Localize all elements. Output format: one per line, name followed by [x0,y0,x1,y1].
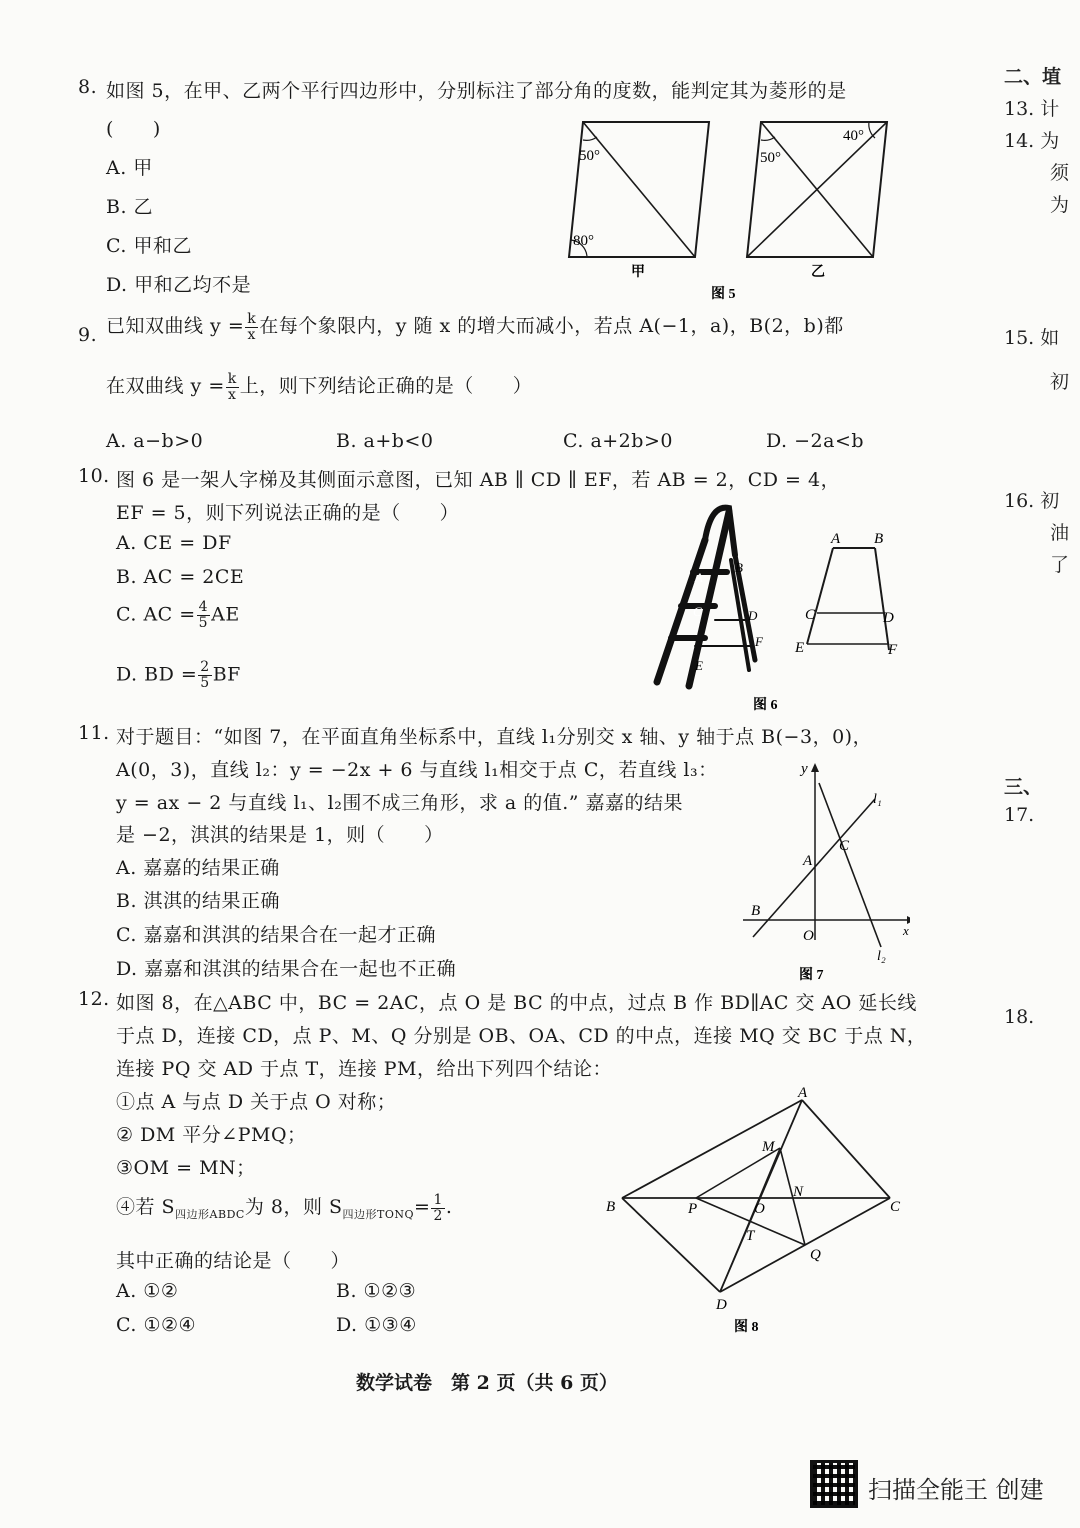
q12-option-b: B. ①②③ [336,1280,417,1302]
ladder-label-a: A [695,570,703,585]
q12-option-a: A. ①② [116,1280,179,1302]
q10-fraction-2-5: $\frac{2}{5}$ [200,659,210,691]
label-q: Q [810,1247,821,1263]
ladder-illustration [657,508,755,686]
scanner-watermark: 扫描全能王 创建 [868,1476,1044,1504]
q12-number: 12. [78,988,110,1010]
q11-line-3: y = ax − 2 与直线 l₁、l₂围不成三角形，求 a 的值.” 嘉嘉的结果 [116,792,684,814]
q8-option-d: D. 甲和乙均不是 [106,274,252,296]
figure-5-caption: 图 5 [711,287,736,302]
angle-yi-left: 50° [760,150,781,166]
side-text-14b: 须 [1050,162,1070,184]
label-b: B [874,531,884,547]
leg-left [807,548,833,644]
q9-option-a: A. a−b>0 [106,430,204,452]
side-text-section-3: 三、 [1004,776,1043,798]
q12-option-c: C. ①②④ [116,1314,197,1336]
q12-ask: 其中正确的结论是（ ） [116,1250,351,1272]
q9-option-c: C. a+2b>0 [563,430,673,452]
qr-code-icon [810,1460,858,1508]
q12-line-1: 如图 8，在△ABC 中，BC = 2AC，点 O 是 BC 的中点，过点 B 作 BD∥AC 交 AO 延长线 [116,992,917,1014]
q12-fraction-1-2: $\frac{1}{2}$ [433,1191,443,1224]
side-text-18: 18. [1004,1006,1035,1028]
label-l2: l₂ [877,949,886,964]
label-a: A [798,1085,808,1101]
label-n: N [793,1184,804,1200]
side-text-16b: 油 [1050,522,1070,544]
q8-option-a: A. 甲 [106,157,153,179]
q9-option-d: D. −2a<b [766,430,865,452]
angle-jia-top: 50° [579,148,600,164]
line-l1 [753,799,875,937]
segment-bd [622,1198,720,1292]
figure-8 [600,1085,910,1340]
label-jia: 甲 [631,265,645,280]
q10-option-d: D. BD = $\frac{2}{5}$ BF [116,659,241,691]
label-e: E [795,640,805,656]
q9-fraction-k-over-x: $\frac{k}{x}$ [247,310,257,343]
axis-label-y: y [801,761,808,777]
q8-option-b: B. 乙 [106,196,154,218]
q9-line-1 [106,311,844,343]
q9-stem-b: 在每个象限内，y 随 x 的增大而减小，若点 A(−1，a)，B(2，b)都 [259,315,844,337]
label-o: O [803,928,814,944]
figure-5 [555,110,905,305]
side-text-17: 17. [1004,804,1035,826]
q12-conclusion-1: ①点 A 与点 D 关于点 O 对称； [116,1091,397,1113]
q10-fraction-4-5: $\frac{4}{5}$ [198,599,209,631]
side-text-14c: 为 [1050,194,1070,216]
q9-number: 9. [78,324,98,346]
q8-stem: 如图 5，在甲、乙两个平行四边形中，分别标注了部分角的度数，能判定其为菱形的是 [106,80,847,102]
leg-right [875,548,889,650]
q9-line-2 [106,371,532,403]
label-c: C [839,838,850,854]
angle-jia-bottom: 80° [573,233,594,249]
figure-8-caption: 图 8 [734,1320,759,1335]
label-a: A [803,853,813,869]
axis-label-x: x [903,923,909,938]
label-d: D [716,1297,727,1313]
label-d: D [883,610,894,626]
diagonal-yi-2 [747,122,887,257]
q12-line-3: 连接 PQ 交 AD 于点 T，连接 PM，给出下列四个结论： [116,1058,612,1080]
side-text-section-2: 二、埴 [1004,66,1062,88]
q10-option-c: C. AC = $\frac{4}{5}$ AE [116,599,240,631]
label-l1: l₁ [873,792,882,807]
side-text-15b: 初 [1050,371,1070,393]
label-b: B [606,1199,616,1215]
segment-dm [720,1148,780,1292]
q12-line-2: 于点 D，连接 CD，点 P、M、Q 分别是 OB、OA、CD 的中点，连接 MQ 交 BC 于点 N， [116,1025,927,1047]
side-text-15: 15. 如 [1004,327,1060,349]
q11-option-b: B. 淇淇的结果正确 [116,890,281,912]
q10-option-b: B. AC = 2CE [116,566,245,588]
q9-fraction-k-over-x-2: $\frac{k}{x}$ [227,370,237,403]
q10-stem-2: EF = 5，则下列说法正确的是（ ） [116,502,460,524]
figure-7-caption: 图 7 [799,968,824,983]
side-text-16c: 了 [1050,554,1070,576]
q12-conclusion-3: ③OM = MN； [116,1157,256,1179]
q9-stem-a: 已知双曲线 y = [106,315,245,337]
ladder-label-c: C [693,604,702,619]
label-a: A [831,531,841,547]
q11-option-a: A. 嘉嘉的结果正确 [116,857,280,879]
figure-6-caption: 图 6 [753,698,778,713]
label-c: C [805,607,816,623]
figure-6 [645,500,910,715]
q11-option-d: D. 嘉嘉和淇淇的结果合在一起也不正确 [116,958,457,980]
segment-pm [696,1148,780,1198]
ladder-label-e: E [695,658,703,673]
ladder-label-d: D [748,608,758,623]
q8-number: 8. [78,76,98,98]
q11-line-2: A(0，3)，直线 l₂：y = −2x + 6 与直线 l₁相交于点 C，若直线 l₃： [116,759,718,781]
q8-option-c: C. 甲和乙 [106,235,192,257]
q11-line-1: 对于题目：“如图 7，在平面直角坐标系中，直线 l₁分别交 x 轴、y 轴于点 B(−3，0)， [116,726,873,748]
q12-conclusion-2: ② DM 平分∠PMQ； [116,1124,307,1146]
q9-stem-c: 在双曲线 y = [106,375,225,397]
q9-stem-d: 上，则下列结论正确的是（ ） [239,375,533,397]
ladder-label-f: F [755,634,763,649]
q9-option-b: B. a+b<0 [336,430,434,452]
side-text-13: 13. 计 [1004,98,1060,120]
q10-option-a: A. CE = DF [116,532,232,554]
label-p: P [688,1201,698,1217]
diagonal-jia [583,122,695,257]
label-b: B [751,903,761,919]
label-o: O [754,1201,765,1217]
angle-yi-right: 40° [843,128,864,144]
segment-ba [622,1100,802,1198]
q10-number: 10. [78,465,110,487]
q8-blank: ( ) [106,118,161,140]
figure-7 [735,755,910,985]
q11-option-c: C. 嘉嘉和淇淇的结果合在一起才正确 [116,924,436,946]
line-l2 [819,783,881,947]
label-c: C [890,1199,901,1215]
q12-conclusion-4: ④若 $S_{四边形ABDC}$为 8，则 $S_{四边形TONQ}=$ $\frac{1}{2}$ . [116,1191,453,1224]
ladder-label-b: B [735,560,743,575]
label-yi: 乙 [811,265,825,280]
segment-ac [802,1100,890,1198]
q11-line-4: 是 −2，淇淇的结果是 1，则（ ） [116,824,444,846]
label-t: T [746,1228,755,1244]
q11-number: 11. [78,722,110,744]
label-f: F [888,642,898,658]
side-text-14: 14. 为 [1004,130,1060,152]
q12-option-d: D. ①③④ [336,1314,417,1336]
label-m: M [762,1139,775,1155]
side-text-16: 16. 初 [1004,490,1060,512]
page-footer: 数学试卷 第 2 页（共 6 页） [356,1372,618,1394]
q10-stem-1: 图 6 是一架人字梯及其侧面示意图，已知 AB ∥ CD ∥ EF，若 AB = 2，CD = 4， [116,469,841,491]
